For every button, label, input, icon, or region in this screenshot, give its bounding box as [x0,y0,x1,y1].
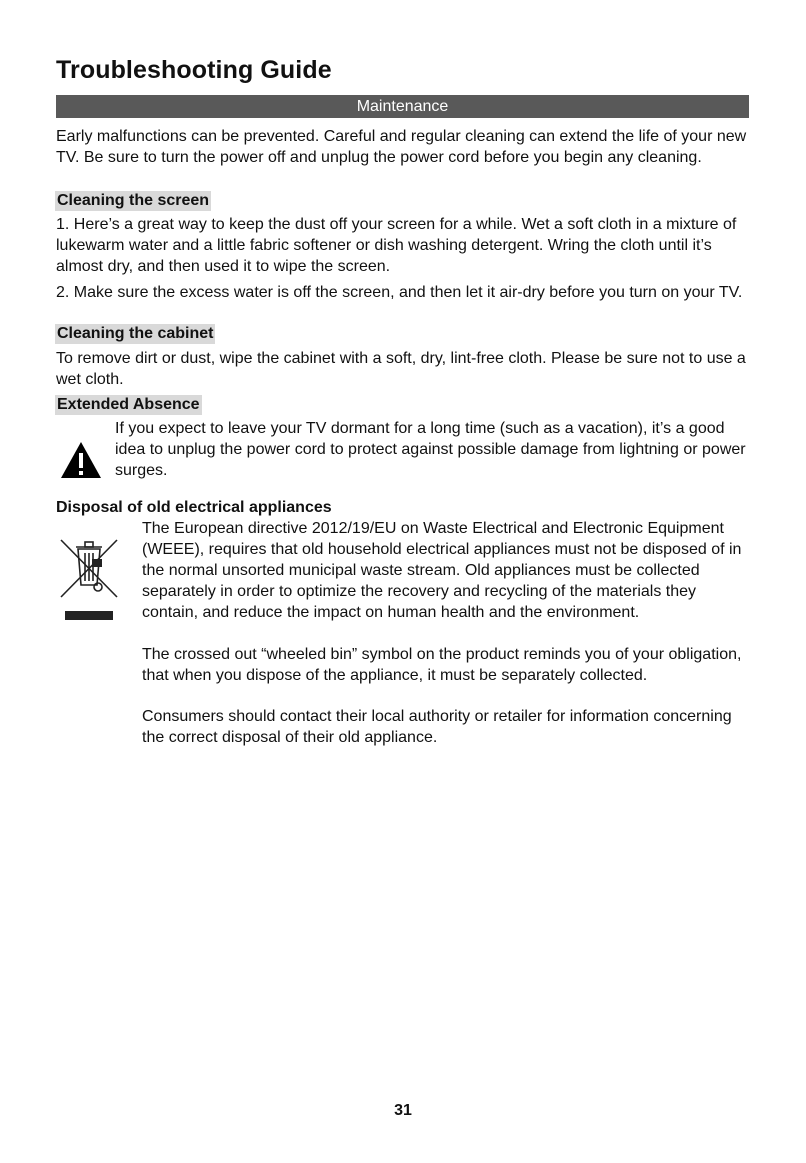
heading-cleaning-screen: Cleaning the screen [57,192,210,209]
heading-cleaning-cabinet: Cleaning the cabinet [57,325,214,342]
page-title: Troubleshooting Guide [56,56,332,84]
disposal-paragraph-2: The crossed out “wheeled bin” symbol on the product reminds you of your obligation, that when you dispose of the appliance, it must be separately collected. [142,646,742,684]
cleaning-screen-step-2: 2. Make sure the excess water is off the screen, and then let it air-dry before you turn on your TV. [56,284,743,301]
disposal-paragraph-3: Consumers should contact their local authority or retailer for information concerning the correct disposal of their old appliance. [142,708,732,746]
cleaning-screen-step-1: 1. Here’s a great way to keep the dust off your screen for a while. Wet a soft cloth in a mixture of lukewarm water and a little fabric softener or dish washing detergent. Wring the cloth until it’s almost dry, and then used it to wipe the screen. [56,216,737,275]
heading-disposal: Disposal of old electrical appliances [56,499,332,516]
page-number: 31 [394,1102,412,1119]
cleaning-cabinet-text: To remove dirt or dust, wipe the cabinet with a soft, dry, lint-free cloth. Please be sure not to use a wet cloth. [56,350,746,388]
crossed-out-wheeled-bin-icon [58,537,120,632]
disposal-paragraph-1: The European directive 2012/19/EU on Waste Electrical and Electronic Equipment (WEEE), requires that old household electrical appliances must not be disposed of in the normal unsorted municipal waste stream. Old appliances must be collected separately in order to optimize the recovery and recycling of the materials they contain, and reduce the impact on human health and the environment. [142,520,742,621]
intro-paragraph: Early malfunctions can be prevented. Careful and regular cleaning can extend the life of your new TV. Be sure to turn the power off and unplug the power cord before you begin any cleaning. [56,128,747,166]
section-bar-maintenance: Maintenance [56,95,749,118]
extended-absence-text: If you expect to leave your TV dormant for a long time (such as a vacation), it’s a good idea to unplug the power cord to protect against possible damage from lightning or power surges. [115,420,746,479]
warning-triangle-icon [59,440,103,485]
heading-extended-absence: Extended Absence [57,396,200,413]
